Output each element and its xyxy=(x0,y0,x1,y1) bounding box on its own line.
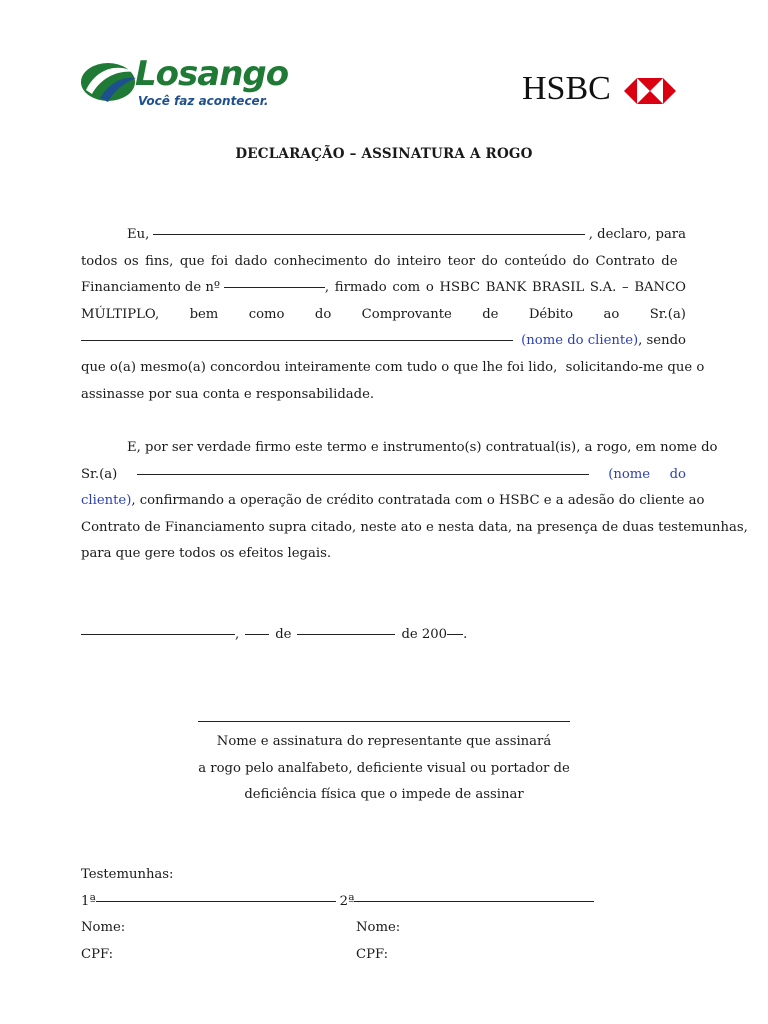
text-de-200: de 200 xyxy=(401,627,448,642)
p2-line-1 xyxy=(81,435,718,462)
hsbc-hexagon-icon xyxy=(624,78,676,104)
text: todos os fins, que foi dado conhecimento do inteiro teor do conteúdo do Contrato de xyxy=(81,253,678,269)
witness-1-signature-blank xyxy=(96,889,336,902)
signature-caption-line-2: a rogo pelo analfabeto, deficiente visual ou portador de xyxy=(198,760,570,776)
month-blank xyxy=(297,622,395,635)
text-sendo: , sendo xyxy=(638,333,686,349)
date-line xyxy=(81,622,686,649)
signature-caption xyxy=(0,729,768,809)
witness-name-row xyxy=(81,915,686,942)
text: E, por ser verdade firmo este termo e instrumento(s) contratual(is), a rogo, em nome do xyxy=(127,440,718,455)
witnesses-section xyxy=(81,862,686,968)
signature-caption-line-3: deficiência física que o impede de assinar xyxy=(244,787,524,803)
word: Sr.(a) xyxy=(649,306,686,322)
losango-wordmark: Losango xyxy=(135,54,289,94)
word: Comprovante xyxy=(361,306,452,322)
word: Débito xyxy=(528,306,574,322)
p1-line-1 xyxy=(81,222,686,249)
paragraph-2 xyxy=(81,435,748,568)
witnesses-heading-row xyxy=(81,862,686,889)
word: ao xyxy=(603,306,620,322)
losango-swirl-icon xyxy=(80,60,138,104)
client-name-blank-1 xyxy=(81,328,513,341)
witness-2-label: 2ª xyxy=(339,893,355,909)
p1-line-7 xyxy=(81,382,686,409)
p1-line-4 xyxy=(81,302,686,329)
witness-1-label: 1ª xyxy=(81,893,96,909)
text: que o(a) mesmo(a) concordou inteiramente com tudo o que lhe foi lido, solicitando-me que o xyxy=(81,359,705,375)
text: Contrato de Financiamento supra citado, neste ato e nesta data, na presença de duas testemunhas, xyxy=(81,519,748,535)
text: assinasse por sua conta e responsabilidade. xyxy=(81,386,375,402)
p1-line-6 xyxy=(81,355,705,382)
signature-line xyxy=(198,721,570,722)
client-name-placeholder: (nome do cliente) xyxy=(521,333,639,349)
p2-line-3 xyxy=(81,488,705,515)
losango-tagline: Você faz acontecer. xyxy=(138,94,269,108)
witness-1-cpf-label: CPF: xyxy=(81,946,114,962)
client-name-placeholder-c: cliente) xyxy=(81,493,132,509)
text-financiamento: Financiamento de nº xyxy=(81,280,221,296)
comma: , xyxy=(235,627,240,642)
word: MÚLTIPLO, xyxy=(81,306,160,322)
word: de xyxy=(482,306,499,322)
text: para que gere todos os efeitos legais. xyxy=(81,546,332,562)
p2-line-2 xyxy=(81,462,686,489)
document-title: DECLARAÇÃO – ASSINATURA A ROGO xyxy=(235,146,533,162)
witness-2-signature-blank xyxy=(354,889,594,902)
declarant-name-blank xyxy=(153,222,585,235)
client-name-placeholder-b: do xyxy=(669,466,686,482)
text-firmado: , firmado com o HSBC BANK BRASIL S.A. – BANCO xyxy=(324,280,686,296)
witness-cpf-row xyxy=(81,942,686,969)
client-name-blank-2 xyxy=(137,462,589,475)
signature-caption-line-1: Nome e assinatura do representante que assinará xyxy=(216,734,552,749)
word: bem xyxy=(189,306,219,322)
word: do xyxy=(314,306,332,322)
year-blank xyxy=(447,622,463,635)
date-line-row xyxy=(81,622,686,649)
client-name-placeholder-a: (nome xyxy=(608,466,651,482)
text-de: de xyxy=(275,627,292,642)
p1-line-5 xyxy=(81,328,686,355)
paragraph-1 xyxy=(81,222,705,408)
p2-line-5 xyxy=(81,541,686,568)
day-blank xyxy=(245,622,269,635)
period: . xyxy=(463,627,468,642)
witness-2-name-label: Nome: xyxy=(356,920,401,936)
text-sr: Sr.(a) xyxy=(81,466,118,482)
hsbc-wordmark: HSBC xyxy=(522,70,611,107)
word: como xyxy=(248,306,285,322)
witnesses-heading: Testemunhas: xyxy=(81,867,174,882)
witness-2-cpf-label: CPF: xyxy=(356,946,389,962)
hsbc-logo xyxy=(522,70,682,114)
p2-line-4 xyxy=(81,515,748,542)
text-eu: Eu, xyxy=(127,227,150,242)
witness-signature-row xyxy=(81,889,686,916)
p1-line-2 xyxy=(81,249,686,276)
witness-1-name-label: Nome: xyxy=(81,920,126,936)
city-blank xyxy=(81,622,235,635)
text-declaro: , declaro, para xyxy=(588,227,686,242)
contract-number-blank xyxy=(224,275,325,288)
p1-line-3 xyxy=(81,275,686,302)
text: , confirmando a operação de crédito contratada com o HSBC e a adesão do cliente ao xyxy=(131,493,705,509)
losango-logo xyxy=(80,54,289,114)
